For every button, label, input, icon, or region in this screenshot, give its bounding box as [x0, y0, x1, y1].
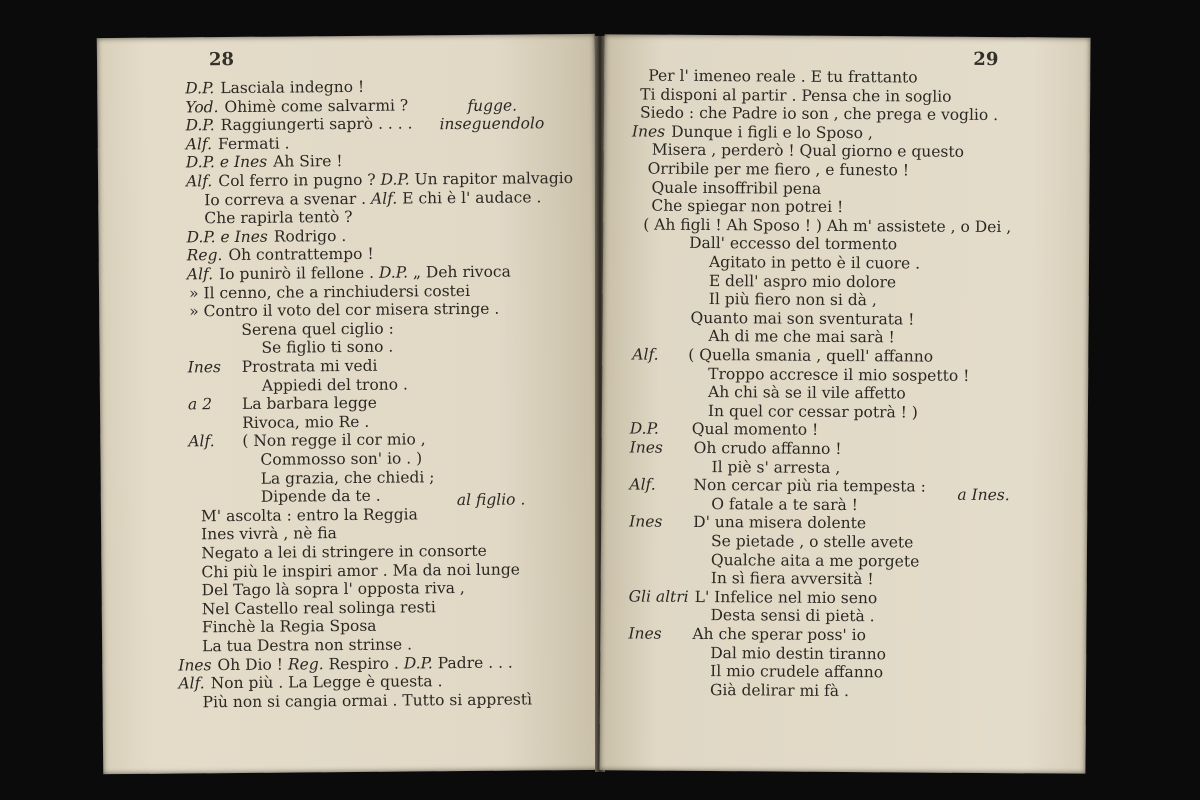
line-text: Qualche aita a me porgete	[710, 550, 920, 571]
text-line	[187, 245, 374, 266]
left-page	[97, 34, 601, 774]
text-line	[186, 152, 343, 172]
text-line	[630, 438, 842, 458]
text-line	[186, 227, 346, 247]
line-text: Oh Dio !	[217, 655, 284, 674]
page-number-left: 28	[208, 48, 235, 71]
line-text: Agitato in petto è il cuore .	[708, 253, 921, 273]
text-line	[202, 598, 436, 619]
stage-direction: al figlio .	[456, 490, 526, 510]
text-line	[186, 134, 290, 154]
text-line	[201, 505, 418, 526]
text-line	[201, 525, 337, 545]
text-line	[188, 357, 378, 378]
line-text: Chi più le inspiri amor . Ma da noi lunge	[201, 560, 520, 581]
speaker-name: D.P.	[185, 79, 215, 98]
text-line	[709, 253, 920, 273]
text-line	[689, 234, 897, 254]
speaker-name: Ines	[631, 122, 666, 141]
speaker-name: D.P.	[403, 653, 433, 673]
text-line	[202, 635, 412, 656]
line-text: Dunque i figli e lo Sposo ,	[671, 122, 873, 142]
text-line	[710, 606, 874, 626]
text-line	[710, 681, 849, 701]
speaker-name: D.P.	[380, 170, 410, 189]
line-text: Siedo : che Padre io son , che prega e voglio .	[639, 103, 999, 125]
line-text: Rodrigo .	[273, 226, 347, 246]
text-line	[185, 115, 412, 136]
text-line	[260, 449, 422, 469]
line-text: Qual momento !	[691, 420, 819, 440]
line-text: E chi è l' audace .	[402, 187, 542, 208]
line-text: Dall' eccesso del tormento	[689, 234, 898, 254]
text-line	[261, 338, 393, 358]
stage-direction: inseguendolo	[439, 114, 545, 134]
line-text: Per l' imeneo reale . E tu frattanto	[648, 66, 918, 87]
text-line	[711, 495, 858, 515]
line-text: O fatale a te sarà !	[711, 494, 858, 514]
line-text: L' Infelice nel mio seno	[694, 587, 878, 608]
line-text: Raggiungerti saprò . . . .	[220, 114, 413, 135]
line-text: Appiedi del trono .	[261, 375, 409, 395]
page-number-right: 29	[973, 48, 999, 71]
line-text: Col ferro in pugno ?	[218, 170, 376, 191]
text-line	[708, 327, 894, 347]
text-line	[629, 476, 926, 497]
stage-direction: fugge.	[467, 96, 518, 115]
text-line	[202, 617, 377, 638]
speaker-name: D.P.	[185, 116, 215, 135]
text-line	[710, 644, 886, 664]
text-line	[711, 458, 840, 478]
line-text: Ah di me che mai sarà !	[708, 327, 895, 347]
text-line	[709, 290, 877, 310]
line-text: » Il cenno, che a rinchiudersi costei	[188, 281, 471, 302]
line-text: Non più . La Legge è questa .	[210, 672, 443, 693]
line-text: Il più fiero non si dà ,	[708, 290, 877, 310]
text-line	[628, 624, 866, 645]
text-line	[711, 569, 874, 589]
text-line	[648, 160, 909, 181]
text-line	[632, 346, 933, 367]
line-text: Il piè s' arresta ,	[711, 457, 841, 477]
text-line	[651, 197, 843, 217]
line-text: Nel Castello real solinga resti	[201, 598, 436, 619]
text-line	[708, 402, 918, 422]
line-text: Fermati .	[217, 134, 290, 153]
text-line	[188, 394, 377, 415]
line-text: ( Ah figli ! Ah Sposo ! ) Ah m' assistete , o Dei ,	[643, 215, 1012, 236]
text-line	[262, 375, 408, 395]
text-line	[709, 272, 896, 292]
line-text: M' ascolta : entro la Reggia	[200, 505, 418, 526]
line-text: Misera , perderò ! Qual giorno e questo	[651, 141, 965, 162]
text-line	[708, 383, 906, 403]
line-text: Io punirò il fellone .	[219, 263, 375, 284]
line-text: La tua Destra non strinse .	[202, 635, 413, 656]
text-line	[185, 78, 364, 99]
line-text: La barbara legge	[241, 393, 377, 414]
line-text: Non cercar più ria tempesta :	[693, 476, 926, 496]
text-line	[189, 300, 499, 322]
speaker-name: Alf.	[632, 345, 659, 364]
text-line	[651, 178, 821, 198]
line-text: Dipende da te .	[260, 486, 381, 506]
speaker-name: Alf.	[629, 475, 656, 494]
speaker-name: Alf.	[370, 189, 398, 208]
speaker-name: Alf.	[186, 265, 214, 284]
speaker-name: Ines	[629, 438, 663, 457]
line-text: Oh contrattempo !	[228, 245, 374, 265]
text-line	[261, 468, 435, 489]
text-line	[711, 532, 913, 552]
text-line	[629, 587, 878, 608]
text-line	[241, 319, 394, 339]
right-page	[599, 34, 1090, 773]
speaker-name: Alf.	[188, 432, 215, 451]
line-text: Prostrata mi vedi	[241, 356, 378, 376]
stage-direction: a Ines.	[957, 485, 1010, 505]
text-line	[648, 67, 918, 88]
line-text: E dell' aspro mio dolore	[708, 271, 897, 291]
line-text: Padre . . .	[437, 653, 513, 672]
text-line	[203, 690, 533, 712]
text-line	[629, 513, 866, 534]
text-line	[711, 551, 920, 571]
line-text: Finchè la Regia Sposa	[201, 617, 377, 637]
speaker-name: Ines	[629, 512, 663, 532]
line-text: Se pietade , o stelle avete	[710, 532, 914, 552]
line-text: Commosso son' io . )	[260, 449, 423, 469]
speaker-name: Reg.	[287, 654, 324, 674]
text-line	[630, 420, 819, 440]
speaker-name: D.P.	[378, 263, 409, 282]
line-text: Ines vivrà , nè fia	[201, 524, 337, 544]
line-text: „ Deh rivoca	[412, 262, 511, 282]
text-line	[708, 365, 969, 386]
line-text: Io correva a svenar .	[204, 189, 367, 209]
line-text: Che spiegar non potrei !	[651, 196, 844, 217]
text-line	[201, 560, 520, 582]
line-text: Ah che sperar poss' io	[692, 624, 866, 645]
line-text: Il mio crudele affanno	[710, 662, 884, 682]
text-line	[178, 653, 513, 675]
line-text: Più non si cangia ormai . Tutto si apprestì	[202, 690, 533, 712]
speaker-name: Yod.	[185, 97, 219, 117]
text-line	[632, 122, 873, 143]
line-text: Ohimè come salvarmi ?	[224, 96, 409, 116]
speaker-name: Reg.	[186, 246, 223, 265]
line-text: » Contro il voto del cor misera stringe .	[189, 299, 500, 321]
line-text: Desta sensi di pietà .	[710, 606, 875, 626]
line-text: Rivoca, mio Re .	[242, 412, 370, 432]
line-text: Che rapirla tentò ?	[204, 208, 353, 228]
line-text: ( Non regge il cor mio ,	[242, 430, 426, 451]
line-text: In sì fiera avversità !	[710, 569, 874, 589]
line-text: Ti disponi al partir . Pensa che in soglio	[640, 85, 952, 106]
line-text: Respiro .	[328, 654, 399, 673]
line-text: Orribile per me fiero , e funesto !	[647, 159, 910, 180]
line-text: Quanto mai son sventurata !	[690, 308, 915, 329]
speaker-name: Ines	[628, 624, 662, 643]
line-text: Lasciala indegno !	[220, 77, 365, 98]
text-line	[691, 309, 915, 330]
text-line	[242, 413, 369, 433]
line-text: Quale insoffribil pena	[651, 178, 822, 198]
line-text: Ah Sire !	[273, 152, 343, 172]
line-text: Se figlio ti sono .	[261, 338, 394, 358]
speaker-name: Alf.	[178, 674, 205, 693]
line-text: Già delirar mi fà .	[709, 680, 849, 700]
text-line	[185, 96, 408, 117]
text-line	[204, 208, 352, 228]
speaker-name: Gli altri	[628, 587, 689, 606]
line-text: In quel cor cessar potrà ! )	[707, 401, 918, 422]
line-text: Serena quel ciglio :	[241, 319, 394, 339]
line-text: D' una misera dolente	[693, 513, 867, 533]
text-line	[261, 487, 381, 507]
speaker-name: D.P. e Ines	[185, 153, 268, 172]
line-text: Negato a lei di stringere in consorte	[201, 541, 487, 563]
text-line	[710, 662, 883, 682]
line-text: Un rapitor malvagio	[414, 169, 574, 189]
speaker-name: a 2	[187, 395, 213, 414]
line-text: ( Quella smania , quell' affanno	[688, 345, 934, 366]
line-text: La grazia, che chiedi ;	[260, 467, 435, 488]
line-text: Oh crudo affanno !	[693, 438, 842, 458]
line-text: Troppo accresce il mio sospetto !	[708, 364, 970, 385]
line-text: Del Tago là sopra l' opposta riva ,	[201, 579, 465, 600]
line-text: Dal mio destin tiranno	[710, 643, 887, 663]
text-line	[204, 188, 541, 210]
speaker-name: Ines	[178, 655, 212, 675]
speaker-name: D.P. e Ines	[186, 227, 268, 247]
speaker-name: Alf.	[185, 134, 213, 154]
text-line	[188, 431, 426, 452]
speaker-name: D.P.	[629, 419, 659, 439]
speaker-name: Ines	[187, 358, 221, 377]
speaker-name: Alf.	[185, 172, 213, 191]
line-text: Ah chi sà se il vile affetto	[708, 383, 906, 403]
